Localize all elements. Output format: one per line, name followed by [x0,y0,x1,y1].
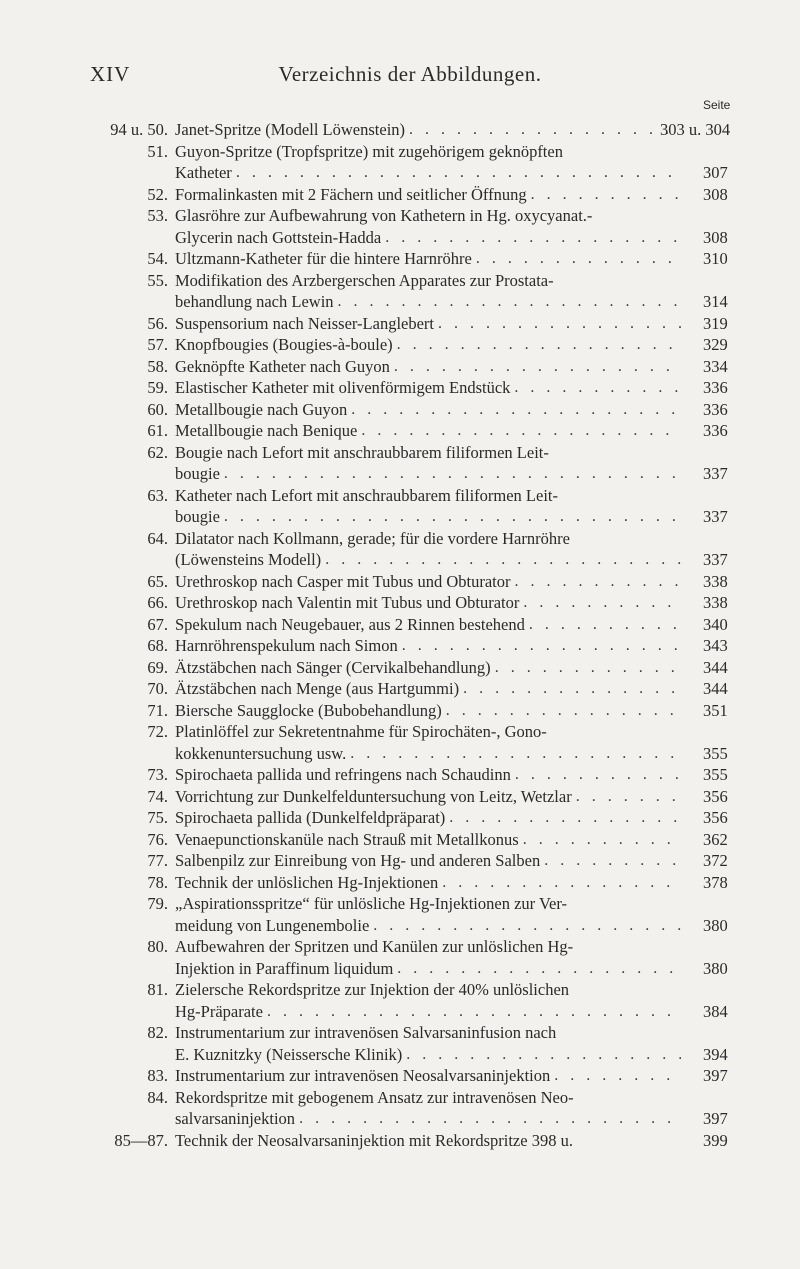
figure-title-line: Bougie nach Lefort mit anschraubbarem filiformen Leit- [175,442,549,462]
figure-number: 79. [147,894,168,913]
dot-leader [523,592,681,614]
figure-number: 85—87. [114,1130,168,1150]
page-reference: 314 [703,292,728,311]
figure-number: 60. [147,399,168,419]
figure-number: 81. [147,980,168,999]
figure-title [175,657,685,679]
page-reference: 337 [703,550,728,569]
dot-leader [576,786,681,808]
figure-number: 77. [147,851,168,870]
list-item [0,313,800,335]
figure-title [175,334,685,356]
list-item [0,850,800,872]
list-item [0,399,800,421]
figure-title-last-line: Spekulum nach Neugebauer, aus 2 Rinnen bestehend [175,614,525,634]
dot-leader [449,807,681,829]
figure-number: 70. [147,679,168,698]
figure-list [0,119,800,1151]
page-reference: 356 [703,808,728,827]
list-item [0,1087,800,1130]
figure-title [175,248,685,270]
figure-title [175,721,685,764]
figure-title [175,979,685,1022]
page-reference: 340 [703,614,728,634]
dot-leader [299,1108,681,1130]
figure-title-last-line: Injektion in Paraffinum liquidum [175,958,394,978]
list-item [0,184,800,206]
dot-leader [361,420,681,442]
figure-title-last-line: Ultzmann-Katheter für die hintere Harnröhre [175,249,472,268]
page-reference: 380 [703,958,728,978]
dot-leader [514,377,681,399]
figure-number: 69. [147,657,168,677]
list-item [0,592,800,614]
figure-title [175,270,685,313]
list-item [0,528,800,571]
page-reference: 308 [703,227,728,247]
figure-title-last-line: bougie [175,464,220,483]
figure-number: 63. [147,485,168,505]
page-column-heading: Seite [703,98,731,112]
dot-leader [236,162,681,184]
figure-title-last-line: Ätzstäbchen nach Sänger (Cervikalbehandlung) [175,657,491,677]
figure-number: 80. [147,937,168,956]
figure-title-last-line: Metallbougie nach Benique [175,421,358,440]
figure-title-line: Katheter nach Lefort mit anschraubbarem filiformen Leit- [175,485,558,505]
figure-title-line: „Aspirationsspritze“ für unlösliche Hg-Injektionen zur Ver- [175,894,568,913]
dot-leader [397,958,681,980]
figure-title [175,571,685,593]
list-item [0,334,800,356]
figure-title-last-line: Glycerin nach Gottstein-Hadda [175,227,382,247]
figure-title [175,872,685,894]
dot-leader [515,764,681,786]
figure-number: 82. [147,1023,168,1042]
figure-title [175,399,685,421]
figure-number: 67. [147,614,168,634]
figure-title-last-line: Knopfbougies (Bougies-à-boule) [175,335,393,354]
figure-title-last-line: Spirochaeta pallida und refringens nach Schaudinn [175,765,511,784]
figure-title [175,1130,685,1152]
page-reference: 338 [703,571,728,591]
figure-title-last-line: Formalinkasten mit 2 Fächern und seitlicher Öffnung [175,184,527,204]
figure-title-last-line: Venaepunctionskanüle nach Strauß mit Metallkonus [175,829,519,849]
list-item [0,420,800,442]
figure-number: 56. [147,313,168,333]
list-item [0,700,800,722]
dot-leader [402,635,681,657]
dot-leader [495,657,681,679]
list-item [0,377,800,399]
list-item [0,141,800,184]
figure-title-line: Instrumentarium zur intravenösen Salvarsaninfusion nach [175,1023,557,1042]
list-item [0,119,800,141]
list-item [0,614,800,636]
list-item [0,205,800,248]
page-reference: 336 [703,421,728,440]
page-reference: 397 [703,1109,728,1128]
page-reference: 303 u. 304 [660,120,731,139]
figure-number: 65. [147,571,168,591]
list-item [0,786,800,808]
figure-number: 72. [147,722,168,741]
figure-title [175,184,685,206]
figure-title [175,893,685,936]
dot-leader [397,334,681,356]
figure-title [175,807,685,829]
figure-title-line: Platinlöffel zur Sekretentnahme für Spirochäten-, Gono- [175,722,547,741]
dot-leader [224,463,681,485]
figure-title [175,442,685,485]
dot-leader [224,506,681,528]
page-reference: 343 [703,636,728,655]
list-item [0,356,800,378]
dot-leader [394,356,681,378]
figure-title-line: Dilatator nach Kollmann, gerade; für die vordere Harnröhre [175,528,570,548]
page-reference: 378 [703,872,728,892]
figure-title-last-line: Suspensorium nach Neisser-Langlebert [175,313,435,333]
figure-title [175,1065,685,1087]
figure-title-last-line: Salbenpilz zur Einreibung von Hg- und anderen Salben [175,851,541,870]
figure-number: 51. [147,141,168,161]
figure-title-last-line: bougie [175,507,220,526]
figure-number: 78. [147,872,168,892]
page-reference: 399 [703,1130,728,1150]
figure-title [175,485,685,528]
dot-leader [554,1065,681,1087]
page-reference: 380 [703,915,728,935]
figure-title-last-line: E. Kuznitzky (Neissersche Klinik) [175,1044,403,1064]
page-reference: 329 [703,335,728,354]
figure-title [175,356,685,378]
figure-title [175,141,685,184]
figure-title-line: Guyon-Spritze (Tropfspritze) mit zugehörigem geknöpften [175,141,563,161]
figure-title [175,614,685,636]
dot-leader [446,700,681,722]
figure-title-last-line: Katheter [175,163,232,182]
dot-leader [338,291,681,313]
page-reference: 307 [703,163,728,182]
dot-leader [442,872,681,894]
list-item [0,635,800,657]
figure-number: 73. [147,765,168,784]
figure-number: 68. [147,636,168,655]
figure-title-line: Aufbewahren der Spritzen und Kanülen zur unlöslichen Hg- [175,937,574,956]
list-item [0,936,800,979]
list-item [0,657,800,679]
figure-title-last-line: Hg-Präparate [175,1001,263,1021]
page-number: XIV [90,62,131,86]
list-item [0,1065,800,1087]
figure-number: 61. [147,421,168,440]
figure-title [175,700,685,722]
page-reference: 351 [703,700,728,720]
figure-title-last-line: salvarsaninjektion [175,1109,296,1128]
figure-title-line: Modifikation des Arzbergerschen Apparates zur Prostata- [175,270,554,290]
list-item [0,979,800,1022]
list-item [0,829,800,851]
figure-title [175,635,685,657]
figure-title [175,313,685,335]
figure-title-last-line: Elastischer Katheter mit olivenförmigem Endstück [175,378,511,397]
figure-title-last-line: behandlung nach Lewin [175,292,334,311]
figure-title-last-line: kokkenuntersuchung usw. [175,743,347,763]
figure-title-last-line: Urethroskop nach Casper mit Tubus und Obturator [175,571,511,591]
figure-title-line: Glasröhre zur Aufbewahrung von Kathetern in Hg. oxycyanat.- [175,206,593,225]
list-item [0,1022,800,1065]
figure-title [175,592,685,614]
figure-number: 57. [147,335,168,354]
list-item [0,807,800,829]
page-reference: 372 [703,851,728,870]
list-item [0,485,800,528]
page-reference: 394 [703,1044,728,1064]
figure-number: 59. [147,378,168,397]
dot-leader [438,313,681,335]
list-item [0,1130,800,1152]
figure-title-last-line: Janet-Spritze (Modell Löwenstein) [175,120,406,139]
page-reference: 310 [703,249,728,268]
list-item [0,872,800,894]
figure-title-last-line: Ätzstäbchen nach Menge (aus Hartgummi) [175,679,460,698]
page-reference: 356 [703,786,728,806]
dot-leader [406,1044,681,1066]
list-item [0,721,800,764]
figure-title-last-line: Vorrichtung zur Dunkelfelduntersuchung von Leitz, Wetzlar [175,786,572,806]
figure-title-last-line: Metallbougie nach Guyon [175,399,348,419]
figure-title [175,829,685,851]
figure-title [175,420,685,442]
figure-number: 58. [147,356,168,376]
figure-number: 53. [147,206,168,225]
figure-title-last-line: Urethroskop nach Valentin mit Tubus und Obturator [175,593,520,612]
figure-number: 54. [147,249,168,268]
figure-title [175,936,685,979]
figure-title [175,850,685,872]
page-reference: 344 [703,657,728,677]
figure-number: 84. [147,1087,168,1107]
figure-title [175,1087,685,1130]
page-reference: 337 [703,507,728,526]
list-item [0,764,800,786]
page-reference: 355 [703,765,728,784]
page-reference: 319 [703,313,728,333]
figure-title-last-line: Geknöpfte Katheter nach Guyon [175,356,390,376]
figure-title-last-line: Instrumentarium zur intravenösen Neosalvarsaninjektion [175,1066,551,1085]
page-reference: 308 [703,184,728,204]
figure-title-last-line: Biersche Saugglocke (Bubobehandlung) [175,700,442,720]
dot-leader [351,399,681,421]
figure-title-last-line: Technik der unlöslichen Hg-Injektionen [175,872,439,892]
figure-title-last-line: Technik der Neosalvarsaninjektion mit Rekordspritze 398 u. [175,1130,573,1150]
page-reference: 397 [703,1066,728,1085]
dot-leader [529,614,681,636]
dot-leader [514,571,681,593]
figure-title-line: Zielersche Rekordspritze zur Injektion der 40% unlöslichen [175,980,570,999]
figure-title [175,119,685,141]
figure-title-line: Rekordspritze mit gebogenem Ansatz zur intravenösen Neo- [175,1087,574,1107]
list-item [0,571,800,593]
figure-number: 75. [147,808,168,827]
figure-title [175,1022,685,1065]
dot-leader [350,743,681,765]
figure-title-last-line: (Löwensteins Modell) [175,550,322,569]
figure-number: 76. [147,829,168,849]
figure-number: 71. [147,700,168,720]
dot-leader [476,248,681,270]
dot-leader [409,119,681,141]
page-reference: 344 [703,679,728,698]
page-header [90,62,730,86]
list-item [0,248,800,270]
figure-number: 74. [147,786,168,806]
page-reference: 338 [703,593,728,612]
page-reference: 337 [703,464,728,483]
dot-leader [523,829,681,851]
page-reference: 336 [703,378,728,397]
figure-title [175,678,685,700]
page-reference: 336 [703,399,728,419]
figure-title [175,786,685,808]
dot-leader [463,678,681,700]
dot-leader [325,549,681,571]
figure-title [175,205,685,248]
dot-leader [544,850,681,872]
figure-number: 94 u. 50. [110,120,168,139]
list-item [0,442,800,485]
figure-number: 66. [147,593,168,612]
figure-number: 55. [147,270,168,290]
list-item [0,270,800,313]
page-reference: 334 [703,356,728,376]
page-reference: 362 [703,829,728,849]
running-title: Verzeichnis der Abbildungen. [278,62,542,86]
figure-title [175,764,685,786]
dot-leader [531,184,681,206]
page-reference: 355 [703,743,728,763]
figure-title [175,377,685,399]
figure-title-last-line: Harnröhrenspekulum nach Simon [175,636,398,655]
dot-leader [373,915,681,937]
page-reference: 384 [703,1001,728,1021]
figure-number: 83. [147,1066,168,1085]
figure-number: 64. [147,528,168,548]
list-item [0,678,800,700]
dot-leader [385,227,681,249]
figure-number: 62. [147,442,168,462]
list-item [0,893,800,936]
dot-leader [267,1001,681,1023]
figure-title [175,528,685,571]
figure-title-last-line: Spirochaeta pallida (Dunkelfeldpräparat) [175,808,446,827]
figure-title-last-line: meidung von Lungenembolie [175,915,370,935]
figure-number: 52. [147,184,168,204]
